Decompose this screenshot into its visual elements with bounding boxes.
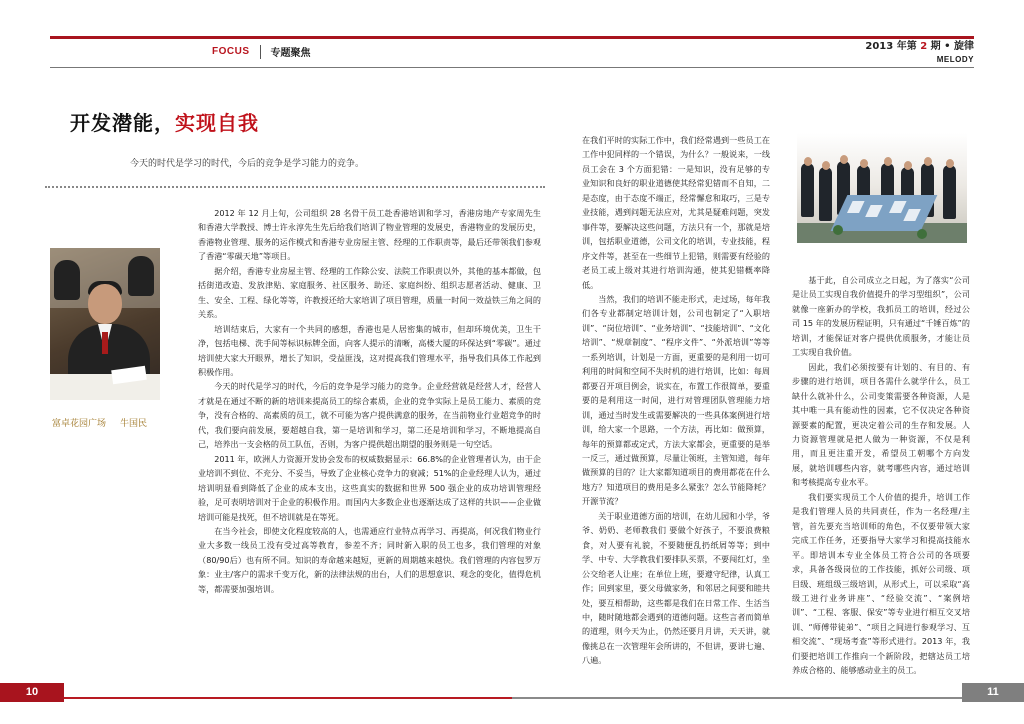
paragraph: 培训结束后，大家有一个共同的感想，香港也是人居密集的城市，但却环境优美，卫生干净，包括电梯、洗手间等标识标牌全面，向客人提示的清晰，高楼大厦的环保达到“零碳”。通过培训使大家大开眼界，增长了知识，受益匪浅，这对提高我们管理水平，指导我们具体工作起到积极作用。 bbox=[198, 323, 541, 377]
article-title-part2: 实现自我 bbox=[175, 111, 259, 135]
photo-caption bbox=[52, 416, 147, 429]
issue-prefix: 2013 年第 bbox=[865, 41, 921, 52]
paragraph: 当然，我们的培训不能走形式，走过场，每年我们各专业都制定培训计划，公司也制定了“入职培训”、“岗位培训”、“业务培训”、“技能培训”、“文化培训”、“规章制度”、“程序文件”、“外派培训”等等一系列培训，计划是一方面，更重要的是利用一切可利用的时间和空间不失时机的进行培训，比如：每周都要召开项目例会，说实在，布置工作很简单，要重要的是利用这一时间，进行对管理团队管理能力培训，通过当时发生或需要解决的一些具体案例进行培训，给大家一个思路，一个方法，再比如：做预算，每年的预算都或定式，方法大家都会，更重要的是举一反三，通过做预算，尽量让领班，主管知道，每年做预算的目的？让大家都知道项目的费用都花在什么地方？知道项目的费用是多么紧张？怎么节能降耗？开源节流？ bbox=[582, 293, 770, 507]
paragraph: 关于职业道德方面的培训，在幼儿园和小学，爷爷、奶奶、老师教我们 要做个好孩子，不要浪费粮食，对人要有礼貌，不要随便乱扔纸屑等等；到中学、中专、大学教我们要排队买票，不要闯红灯，坐公交给老人让座；在单位上班，要遵守纪律，认真工作；回到家里，要父母做家务，和邻居之间要和睦共处，要互相帮助，这些都是我们在日常工作、生活当中，随时随地都会遇到的道德问题。这些言者而简单的道理，则今天为止，仍然还要月月讲，天天讲，就像挑总在一次管理年会所讲的，不但讲，要讲七遍、八遍。 bbox=[582, 510, 770, 666]
header-top-rule bbox=[50, 36, 974, 39]
caption-name: 牛国民 bbox=[120, 419, 148, 429]
issue-suffix: 期 • 旋律 bbox=[927, 41, 974, 52]
article-column-3 bbox=[792, 273, 970, 678]
group-visit-photo bbox=[797, 133, 967, 243]
paragraph: 因此，我们必须按要有计划的、有目的、有步骤的进行培训，项目各需什么就学什么，员工缺什么就补什么，公司变策需要各种资源，人是其中唯一具有能动性的因素，它不仅决定各种资源要素的配置，更决定着公司的生存和发展。人力资源管理就是把人做为一种资源，不仅是利用，而且更注重开发，希望员工朝哪个方向发展，就培训哪些内容，就考哪些内容，通过培训和考核提高专业水平。 bbox=[792, 361, 970, 488]
paragraph: 今天的时代是学习的时代，今后的竞争是学习能力的竞争。企业经营就是经营人才，经营人才就是在通过不断的新的培训来提高员工的综合素质，企业的竞争实际上是员工能力、素质的竞争，没有合格的、高素质的员工，就不可能为客户提供满意的服务，在当前物业行业超竞争的时代，我们要向前发展，要超越自我，第一是培训和学习，第二还是培训和学习，不断地提高自己，培养出一支会格的员工队伍，否则，为客户提供超出期望的服务则是一句空话。 bbox=[198, 381, 541, 450]
dotted-divider bbox=[45, 186, 545, 188]
article-subtitle: 今天的时代是学习的时代，今后的竞争是学习能力的竞争。 bbox=[130, 159, 365, 169]
focus-label: FOCUS bbox=[212, 46, 250, 57]
page-number-right: 11 bbox=[962, 683, 1024, 702]
section-label: 专题聚焦 bbox=[270, 48, 311, 59]
footer-rule-left bbox=[64, 697, 512, 699]
article-column-1 bbox=[198, 206, 541, 596]
article-column-2 bbox=[582, 133, 770, 668]
footer-rule-right bbox=[512, 697, 962, 699]
paragraph: 据介绍，香港专业房屋主管、经理的工作除公安、法院工作职责以外，其他的基本都做，包括街道改造、发放津贴、家庭服务、社区服务、助还、家庭纠纷、组织志愿者活动、健康、卫生、安全、工程、绿化等等，许教授还给大家培训了项目管理，质量一时间一效益铁三角之间的关系。 bbox=[198, 265, 541, 320]
issue-info bbox=[865, 40, 974, 66]
paragraph: 基于此，自公司成立之日起，为了落实“公司是让员工实现自我价值提升的学习型组织”，公司就像一座新办的学校，我抓员工的培训，经过公司 15 年的发展历程证明，只有通过“千锤百炼”的培训，才能保证对客户提供优质服务，才能让员工实现自我价值。 bbox=[792, 275, 970, 358]
paragraph: 2012 年 12 月上旬，公司组织 28 名骨干员工赴香港培训和学习，香港房地产专家周先生和香港大学教授、博士许永淳先生先后给我们培训了物业管理的发展史，香港物业的发展历史，香港物业管理、服务的运作模式和香港专业房屋主管、经理的工作职责等，最后还带领我们参观了香港“零碳天地”等项目。 bbox=[198, 208, 541, 262]
article-title bbox=[70, 107, 259, 136]
magazine-name: MELODY bbox=[936, 55, 974, 64]
header-section bbox=[212, 44, 311, 59]
article-title-part1: 开发潜能， bbox=[70, 111, 175, 135]
paragraph: 2011 年，欧洲人力资源开发协会发布的权威数据显示：66.8%的企业管理者认为，由于企业培训不到位、不充分、不妥当，导致了企业核心竞争力的衰减；51%的企业经理人认为，通过培训明显看到降低了企业的成本支出，这些真实的数据和世界 500 强企业的成功培训管理经验，足可表明培训对于企业的积极作用。而国内大多数企业也逐渐达成了这样的共识——企业做培训可能是找死，但不培训就是在等死。 bbox=[198, 453, 541, 522]
paragraph: 我们要实现员工个人价值的提升，培训工作是我们管理人员的共同责任，作为一名经理/主管，首先要充当培训师的角色，不仅要带领大家完成工作任务，还要指导大家学习和提高技能水平。即培训本专业全体员工符合公司的各项要求，具备各级岗位的工作技能，抓好公司级、项目级、班组级三级培训，从形式上，可以采取“高级工进行业务讲座”、“经验交流”、“案例培训”、“工程、客服、保安”等专业进行相互交叉培训、“师傅带徒弟”、“项目之间进行参观学习、互相交流”、“现场考查”等形式进行。2013 年，我们要把培训工作推向一个新阶段，把辖达员工培养成合格的、能够感动业主的员工。 bbox=[792, 491, 970, 676]
caption-place: 富卓花园广场 bbox=[52, 419, 107, 429]
issue-line bbox=[865, 40, 974, 53]
header-bottom-rule bbox=[50, 67, 974, 68]
page-number-left: 10 bbox=[0, 683, 64, 702]
author-portrait-photo bbox=[50, 248, 160, 400]
paragraph: 在我们平时的实际工作中，我们经常遇到一些员工在工作中犯同样的一个错误，为什么？一般说来，一线员工会在 3 个方面犯错：一是知识，没有足够的专业知识和良好的职业道德使其经常犯错而不自知，二是态度，由于态度不端正，经常懈怠和取巧，三是专业技能，遇到问题无法应对，尤其是疑难问题，突发事件等，要解决这些问题，方法只有一个，那就是培训，包括职业道德，公司文化的培训，专业技能，程序文件等，甚至在一些细节上犯错，则需要有经验的老员工或上级对其进行培训沟通，使其犯错概率降低。 bbox=[582, 135, 770, 290]
paragraph: 在当今社会，即使文化程度较高的人，也需通应行业特点再学习、再提高，何况我们物业行业大多数一线员工没有受过高等教育，参差不齐；同时新入职的员工也多，我们管理的对象（80/90后）也有所不同。知识的寿命越来越短，更新的周期越来越快。我们管理的内容包罗万象：业主/客户的需求千变万化，新的法律法规的出台，人们的思想意识、观念的变化，值得危机等，都需要加强培训。 bbox=[198, 525, 541, 594]
header-divider bbox=[260, 45, 261, 59]
issue-number: 2 bbox=[920, 41, 928, 52]
